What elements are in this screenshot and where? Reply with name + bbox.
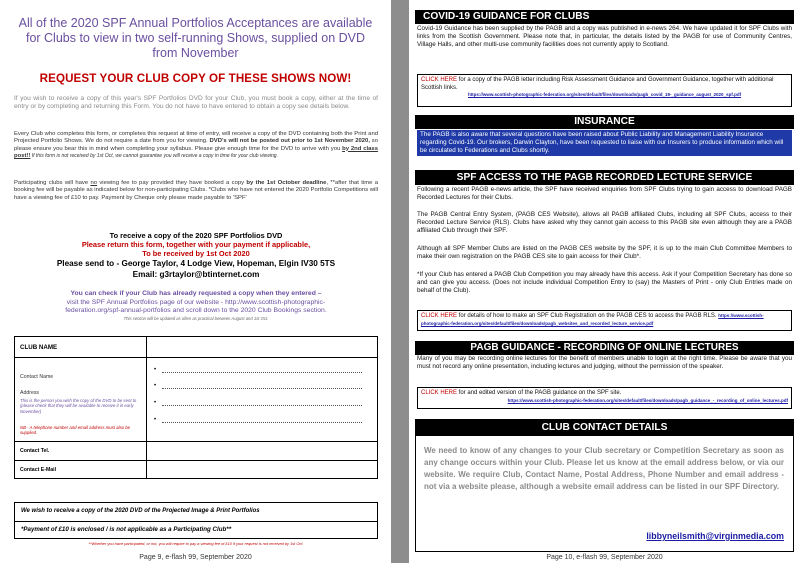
page-10 bbox=[409, 0, 800, 563]
para3-text-no: no bbox=[90, 180, 97, 186]
online-text: Many of you may be recording online lectures for the benefit of members unable to login at the right time. Please be aware that you must not record any online presentation, including lectures and judging, without the permission of the speaker. bbox=[417, 355, 792, 370]
spf-click-here-link[interactable]: CLICK HERE bbox=[421, 313, 458, 319]
bullet-3: • bbox=[154, 400, 157, 406]
form-row-contact bbox=[15, 358, 377, 442]
address-field-3[interactable] bbox=[162, 422, 362, 423]
wish-note: **Whether you have participated, or not, you will require to pay a viewing fee of £10 if your request is not received by 1st Oct. bbox=[88, 541, 304, 546]
online-url-link[interactable]: https://www.scottish-photographic-federation.org/sites/default/files/downloads/pagb_guidance_-_recording_of_online_lectures.pdf bbox=[507, 397, 788, 403]
spf-text-1: Following a recent PAGB e-news article, the SPF have received enquiries from SPF Clubs trying to gain access to download PAGB Recorded Lectures for their Clubs. bbox=[417, 186, 792, 201]
fee-paragraph bbox=[14, 180, 378, 202]
insurance-text: The PAGB is also aware that several questions have been raised about Public Liability and Management Liability Insurance regarding Covid-19. Our brokers, Darwin Clayton, have been requested to liaise with our Insurers to produce information which will be circulated to Federations and Clubs shortly. bbox=[417, 130, 792, 156]
wish-line: We wish to receive a copy of the 2020 DVD of the Projected Image & Print Portfolios bbox=[21, 508, 260, 514]
covid-text: Covid-19 Guidance has been supplied by the PAGB and a copy was published in e-news 264. We have updated it for SPF Clubs with links from the Scottish Government. Please note that, in particular, the details listed by the PAGB for use of Community Centres, Village Halls, and other multi-use community facilities does not currently apply to Scotland. bbox=[417, 25, 792, 48]
spf-access-heading: SPF ACCESS TO THE PAGB RECORDED LECTURE SERVICE bbox=[415, 170, 794, 185]
bullet-4: • bbox=[154, 417, 157, 423]
wish-box bbox=[14, 502, 378, 539]
online-click-here-link[interactable]: CLICK HERE bbox=[421, 390, 458, 396]
bullet-2: • bbox=[154, 383, 157, 389]
para3-text-b: viewing fee to pay provided they have booked a copy bbox=[97, 180, 247, 186]
para2-text-b: DVD's will not be posted out prior to 1st November 2020, bbox=[209, 138, 370, 145]
contact-email-link[interactable]: libbyneilsmith@virginmedia.com bbox=[646, 531, 784, 541]
insurance-heading: INSURANCE bbox=[415, 115, 794, 129]
page-9 bbox=[0, 0, 391, 563]
wish-divider bbox=[15, 521, 377, 522]
bullet-1: • bbox=[154, 367, 157, 373]
dvd-return-note: Please return this form, together with your payment if applicable, bbox=[81, 240, 311, 249]
para2-text-d: by 2nd class post!! bbox=[14, 145, 378, 159]
address-note: This is the person you wish the copy of the DVD to be sent to (please check that they will be available to receive it in early November) bbox=[20, 398, 137, 414]
spf-text-3: Although all SPF Member Clubs are listed on the PAGB CES website by the SPF, it is up to the main Club Committee Members to make their own registration on the PAGB CES site to gain access for their Club*. bbox=[417, 245, 792, 260]
para3-text-c: by the 1st October deadline bbox=[246, 180, 327, 186]
page-gutter bbox=[391, 0, 409, 563]
address-field-2[interactable] bbox=[162, 405, 362, 406]
spf-link-box bbox=[417, 310, 792, 331]
check-line-2[interactable]: visit the SPF Annual Portfolios page of our website - http://www.scottish-photographic- bbox=[66, 298, 326, 306]
form-row-club-name bbox=[15, 337, 377, 358]
para2-text-a: Every Club who completes this form, or completes this request at time of entry, will receive a copy of the DVD containing both the Print and Projected Portfolio Shows. We do not require a date from you for viewing. bbox=[14, 131, 378, 145]
covid-box-text: for a copy of the PAGB letter including Risk Assessment Guidance and Government Guidance, together with additional Scottish links. bbox=[421, 77, 774, 91]
para3-text-a: Participating clubs will have bbox=[14, 180, 91, 186]
club-name-label: CLUB NAME bbox=[20, 344, 58, 351]
spf-text-2: The PAGB Central Entry System, (PAGB CES Website), allows all PAGB affiliated Clubs, including all SPF Clubs, access to their Recorded Lecture Service (RLS). Clubs have asked why they cannot gain access to this PAGB site even although they are a PAGB affiliated Club through their SPF. bbox=[417, 211, 792, 234]
nb-note: NB - A telephone number and email address must also be supplied. bbox=[20, 425, 131, 436]
address-label: Address bbox=[20, 390, 40, 396]
check-line-1: You can check if your Club has already requested a copy when they entered – bbox=[70, 290, 322, 297]
form-row-email bbox=[15, 461, 377, 479]
dvd-title: To receive a copy of the 2020 SPF Portfolios DVD bbox=[109, 231, 283, 240]
contact-name-label: Contact Name bbox=[20, 374, 54, 380]
intro-heading: All of the 2020 SPF Annual Portfolios Acceptances are available for Clubs to view in two self-running Shows, supplied on DVD from November bbox=[18, 16, 373, 60]
request-heading: REQUEST YOUR CLUB COPY OF THESE SHOWS NOW! bbox=[39, 72, 352, 85]
para3-text-d: , **after that time a booking fee will be payable as indicated below for non-participating Clubs. *Clubs who have not entered the 2020 Portfolio Competitions will have a viewing fee of £10 to pay. Payment by Cheque only please made payable to 'SPF' bbox=[14, 180, 378, 201]
club-form-table bbox=[14, 336, 378, 479]
dvd-request-block bbox=[14, 231, 378, 280]
dvd-details-paragraph bbox=[14, 131, 378, 160]
spf-text-4: *If your Club has entered a PAGB Club Competition you may already have this access. Ask if your Competition Secretary has done so and can give you access. (Does not include individual Competition Entry to (say) the Masters of Print - only Club Entries made on behalf of the Club). bbox=[417, 271, 792, 294]
para2-text-c: so please ensure you bear this in mind when completing your syllabus. Please give enough time for the DVD to arrive with you bbox=[14, 138, 379, 152]
payment-line: *Payment of £10 is enclosed / is not applicable as a Participating Club** bbox=[21, 526, 232, 533]
para2-text-e: If this form is not received by 1st Oct, we cannot guarantee you will receive a copy in time for your club viewing. bbox=[30, 152, 278, 159]
spf-box-text: for details of how to make an SPF Club Registration on the PAGB CES to access the PAGB RLS. bbox=[457, 313, 719, 319]
contact-name-field[interactable] bbox=[162, 372, 362, 373]
intro-paragraph: If you wish to receive a copy of this year's SPF Portfolios DVD for your Club, you must book a copy, either at the time of entry or by completing and returning this Form. You do not have to have entered to obtain a copy see details below. bbox=[14, 95, 378, 111]
dvd-send-email[interactable]: Email: g3rtaylor@btinternet.com bbox=[132, 270, 260, 279]
covid-click-here-link[interactable]: CLICK HERE bbox=[421, 77, 458, 83]
online-box-text: for and edited version of the PAGB guidance on the SPF site. bbox=[457, 390, 622, 396]
contact-heading: CLUB CONTACT DETAILS bbox=[416, 420, 793, 436]
spf-url-link[interactable]: https://www.scottish-photographic-federation.org/sites/default/files/downloads/pagb_websites_and_recorded_lecture_service.pdf bbox=[421, 313, 764, 326]
page-9-footer: Page 9, e-flash 99, September 2020 bbox=[139, 554, 252, 561]
covid-link-box bbox=[417, 74, 792, 107]
dvd-send-address: Please send to - George Taylor, 4 Lodge View, Hopeman, Elgin IV30 5TS bbox=[56, 259, 336, 268]
check-small-note: This section will be updated as often as practical between August and 1st Oct. bbox=[123, 315, 269, 321]
club-contact-box bbox=[415, 419, 794, 552]
contact-text: We need to know of any changes to your Club secretary or Competition Secretary as soon as any change occurs within your Club. Please let us know at the email address below, or via our website. We require Club, Contact Name, Postal Address, Phone Number and email address - not via a website please, although a website email address can be listed in our SPF Directory. bbox=[424, 446, 784, 491]
page-10-footer: Page 10, e-flash 99, September 2020 bbox=[546, 554, 663, 561]
online-link-box bbox=[417, 387, 792, 409]
check-line-3[interactable]: federation.org/spf-annual-portfolios and scroll down to the 2020 Club Bookings section. bbox=[65, 307, 327, 315]
check-booking-block bbox=[14, 290, 378, 322]
online-lectures-heading: PAGB GUIDANCE - RECORDING OF ONLINE LECTURES bbox=[415, 341, 794, 355]
contact-tel-label: Contact Tel. bbox=[20, 448, 50, 454]
covid-url-link[interactable]: https://www.scottish-photographic-federation.org/sites/default/files/downloads/pagb_covid_19-_guidance_august_2020_spf.pdf bbox=[467, 92, 742, 97]
contact-email-label: Contact E-Mail bbox=[20, 467, 57, 473]
address-field-1[interactable] bbox=[162, 388, 362, 389]
form-row-tel bbox=[15, 442, 377, 461]
dvd-deadline: To be received by 1st Oct 2020 bbox=[142, 249, 250, 258]
covid-heading: COVID-19 GUIDANCE FOR CLUBS bbox=[415, 10, 794, 24]
